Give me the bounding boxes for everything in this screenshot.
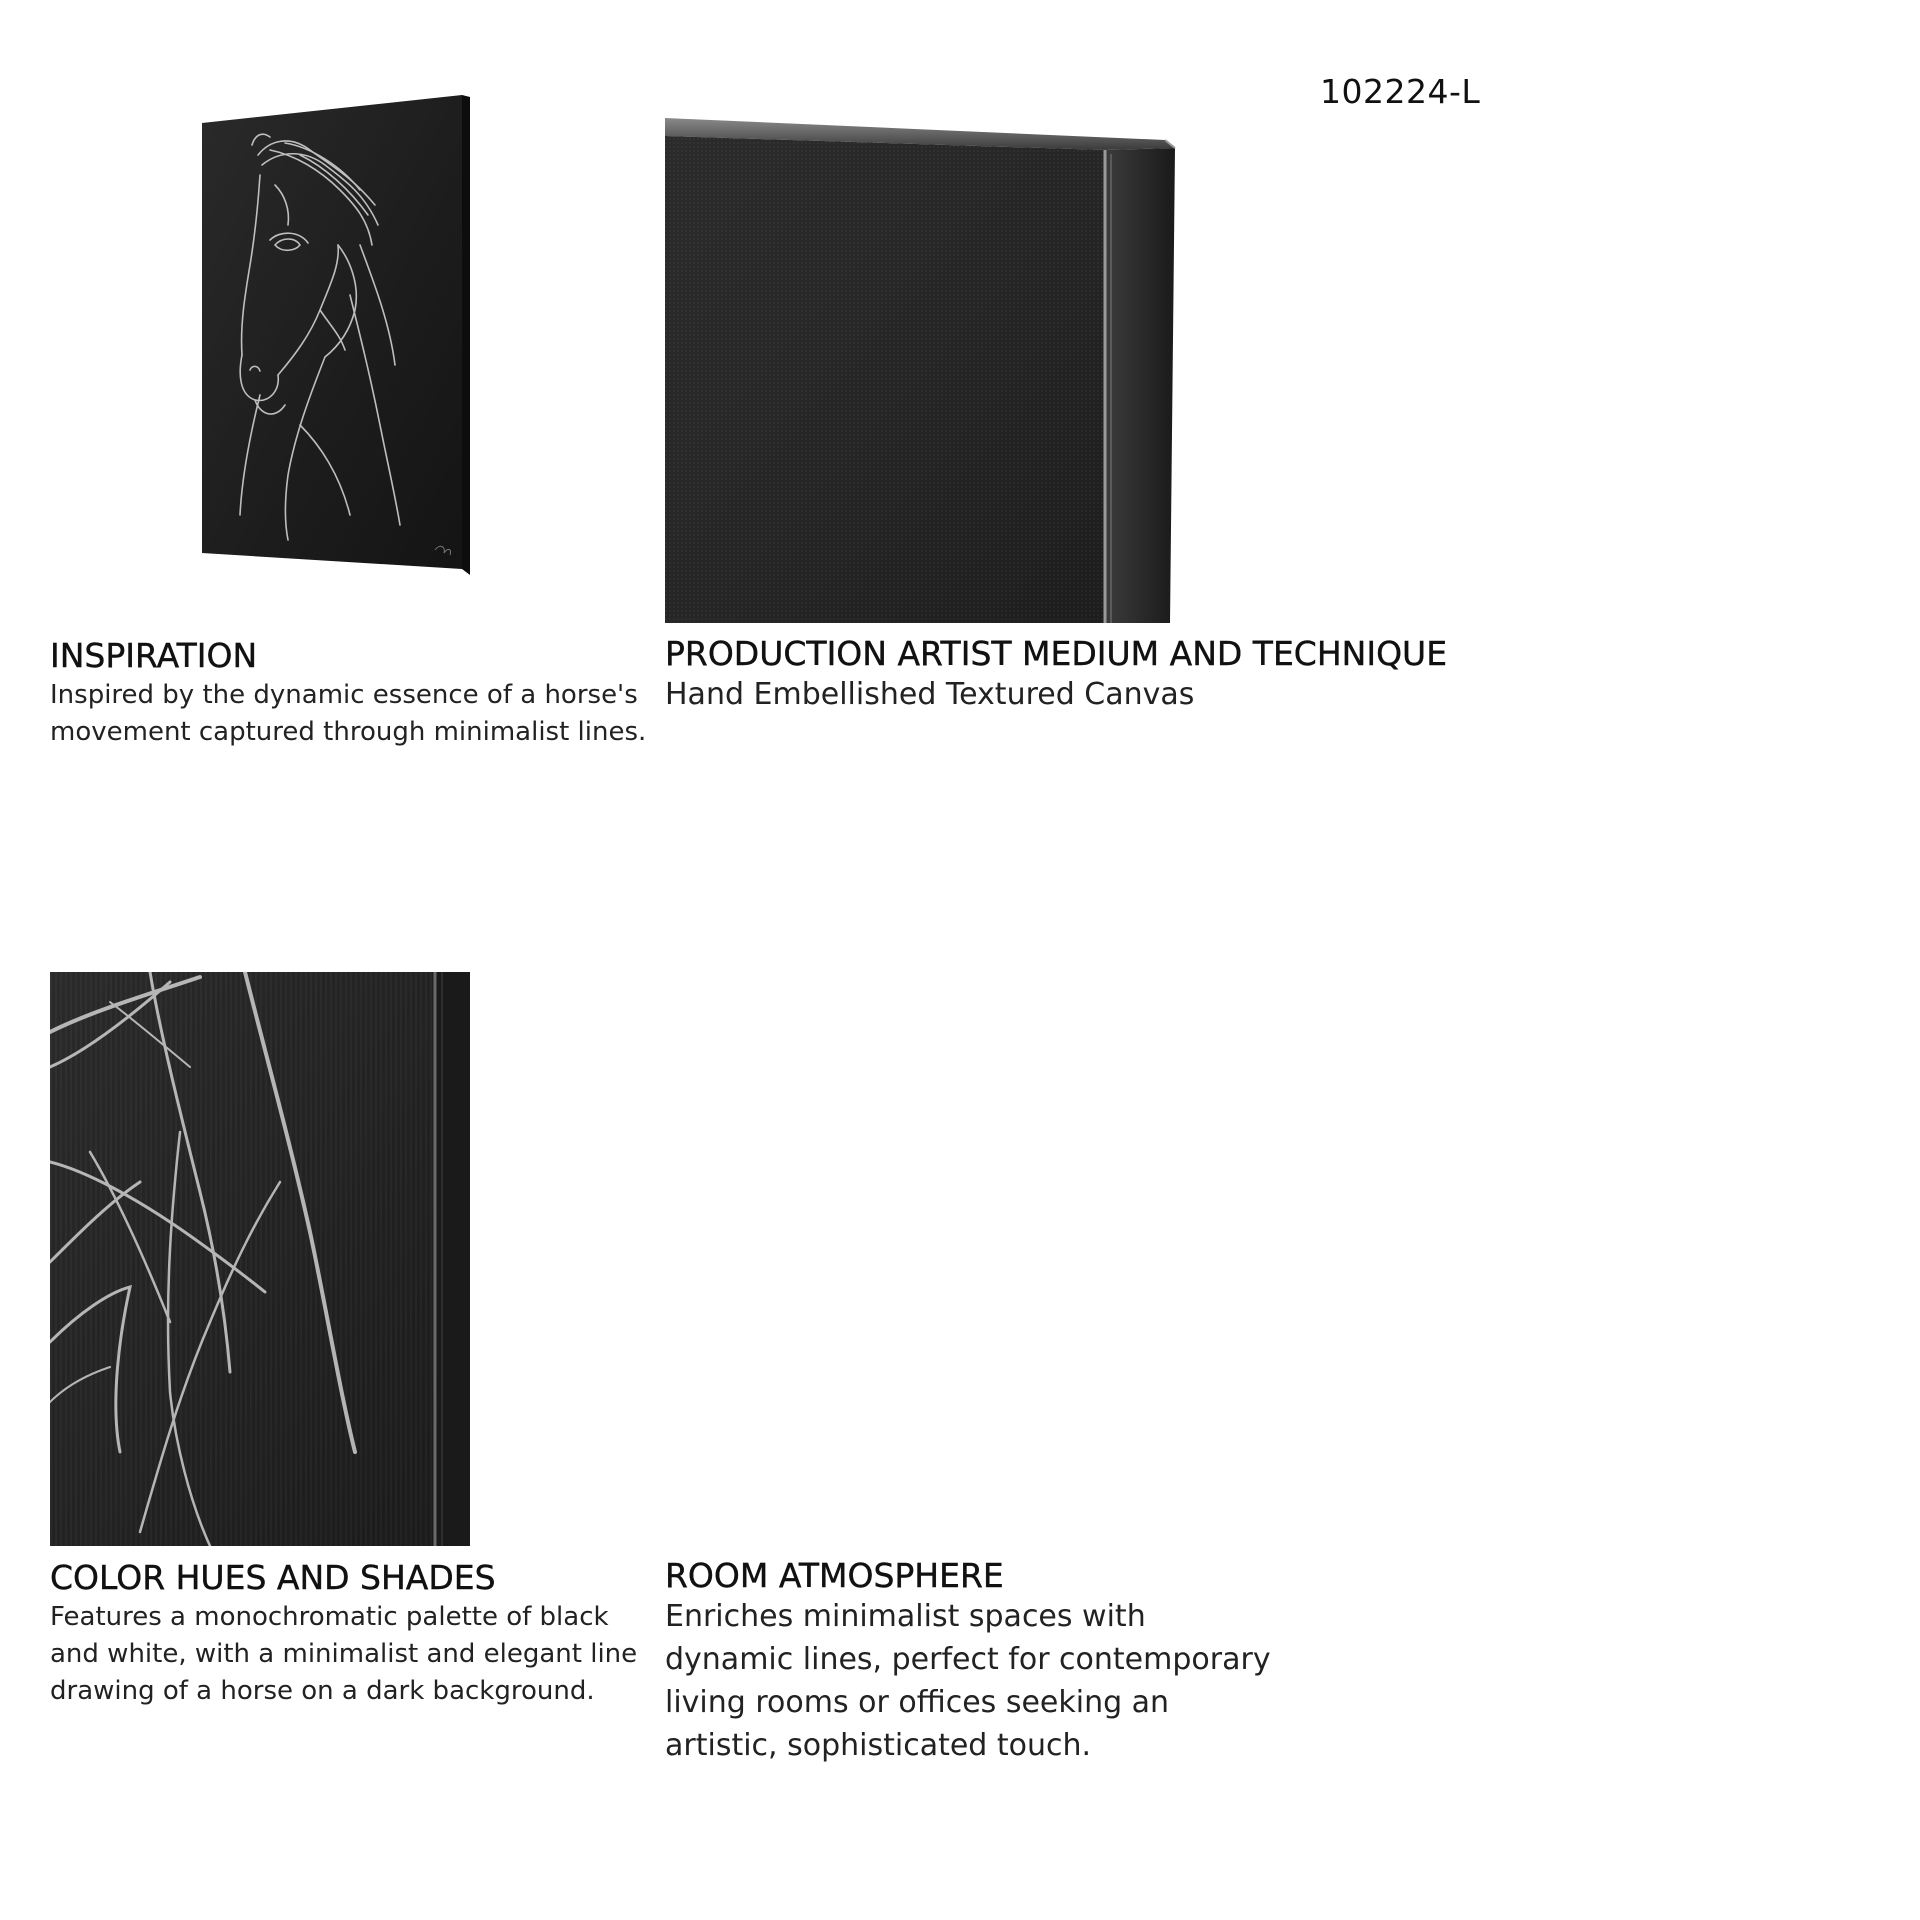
room-line: Enriches minimalist spaces with bbox=[665, 1599, 1146, 1634]
room-line: artistic, sophisticated touch. bbox=[665, 1728, 1092, 1763]
canvas-edge-detail-image bbox=[665, 118, 1185, 623]
room-heading: ROOM ATMOSPHERE bbox=[665, 1556, 1004, 1595]
horse-line-art-canvas-image bbox=[200, 95, 472, 575]
inspiration-line: movement captured through minimalist lines. bbox=[50, 717, 647, 747]
color-line: and white, with a minimalist and elegant line bbox=[50, 1639, 638, 1669]
inspiration-heading: INSPIRATION bbox=[50, 636, 258, 675]
color-line: drawing of a horse on a dark background. bbox=[50, 1676, 595, 1706]
inspiration-text bbox=[50, 677, 650, 751]
product-sku: 102224-L bbox=[1320, 72, 1481, 111]
room-line: living rooms or offices seeking an bbox=[665, 1685, 1170, 1720]
color-text bbox=[50, 1599, 650, 1710]
room-section bbox=[665, 1556, 1365, 1767]
production-section bbox=[665, 634, 1565, 716]
production-text bbox=[665, 673, 1565, 716]
color-section bbox=[50, 1558, 650, 1710]
color-heading: COLOR HUES AND SHADES bbox=[50, 1558, 496, 1597]
horse-line-closeup-image bbox=[50, 972, 470, 1546]
color-line: Features a monochromatic palette of black bbox=[50, 1602, 609, 1632]
inspiration-section bbox=[50, 636, 650, 751]
production-heading: PRODUCTION ARTIST MEDIUM AND TECHNIQUE bbox=[665, 634, 1448, 673]
room-line: dynamic lines, perfect for contemporary bbox=[665, 1642, 1271, 1677]
inspiration-line: Inspired by the dynamic essence of a horse's bbox=[50, 680, 638, 710]
production-line: Hand Embellished Textured Canvas bbox=[665, 677, 1195, 712]
room-text bbox=[665, 1595, 1365, 1767]
